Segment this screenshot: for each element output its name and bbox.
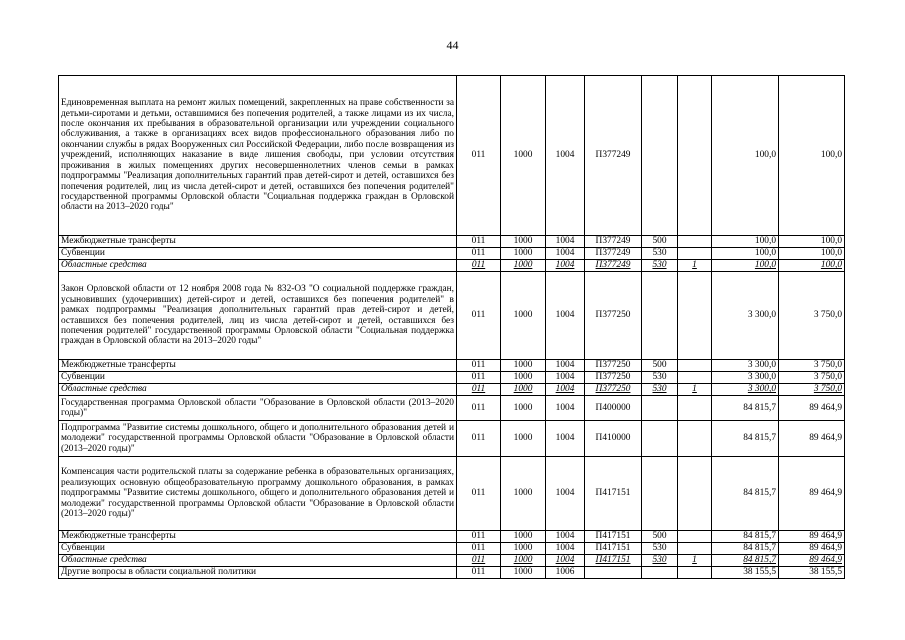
table-row (59, 260, 845, 272)
row-source-code (678, 567, 712, 579)
row-description: Единовременная выплата на ремонт жилых помещений, закрепленных на праве собственности за детьми-сиротами и детьми, оставшимися без попечения родителей, а также лицами из их числа, после окончания их пребывания в образовательной организации или учреждении социального обслуживания, а также в организациях всех видов профессионального образования либо по окончании службы в рядах Вооруженных сил Российской Федерации, либо после возвращения из учреждений, исполняющих наказание в виде лишения свободы, при условии отсутствия проживания в жилых помещениях других несовершеннолетних членов семьи в рамках подпрограммы "Реализация дополнительных гарантий прав детей-сирот и детей, оставшихся без попечения родителей, лиц из числа детей-сирот и детей, оставшихся без попечения родителей" государственной программы Орловской области "Социальная поддержка граждан в Орловской области на 2013–2020 годы" (59, 76, 457, 236)
row-expense-type (642, 567, 678, 579)
row-target-code: П377250 (585, 384, 642, 396)
row-expense-type (642, 421, 678, 457)
row-sum-year1: 100,0 (712, 76, 779, 236)
table-row (59, 372, 845, 384)
row-section-code: 1000 (501, 76, 546, 236)
table-row (59, 531, 845, 543)
row-target-code: П377250 (585, 372, 642, 384)
row-target-code: П377250 (585, 360, 642, 372)
row-source-code (678, 248, 712, 260)
table-row (59, 384, 845, 396)
row-sum-year1: 3 300,0 (712, 272, 779, 360)
row-adm-code: 011 (457, 248, 501, 260)
row-subsection-code: 1004 (546, 372, 585, 384)
row-section-code: 1000 (501, 421, 546, 457)
table-row (59, 236, 845, 248)
row-adm-code: 011 (457, 260, 501, 272)
row-target-code: П417151 (585, 543, 642, 555)
row-description: Областные средства (59, 555, 457, 567)
row-sum-year1: 3 300,0 (712, 372, 779, 384)
row-expense-type: 530 (642, 384, 678, 396)
row-subsection-code: 1004 (546, 457, 585, 531)
row-source-code: 1 (678, 555, 712, 567)
budget-table (58, 75, 845, 579)
row-target-code: П417151 (585, 457, 642, 531)
row-section-code: 1000 (501, 543, 546, 555)
row-section-code: 1000 (501, 531, 546, 543)
row-sum-year2: 89 464,9 (779, 457, 845, 531)
table-row (59, 76, 845, 236)
row-description: Межбюджетные трансферты (59, 531, 457, 543)
page-number: 44 (446, 38, 459, 52)
row-target-code: П417151 (585, 531, 642, 543)
row-expense-type: 500 (642, 531, 678, 543)
row-source-code (678, 372, 712, 384)
row-source-code (678, 76, 712, 236)
row-section-code: 1000 (501, 384, 546, 396)
row-section-code: 1000 (501, 555, 546, 567)
row-adm-code: 011 (457, 384, 501, 396)
row-adm-code: 011 (457, 457, 501, 531)
row-adm-code: 011 (457, 421, 501, 457)
row-section-code: 1000 (501, 567, 546, 579)
row-subsection-code: 1004 (546, 360, 585, 372)
row-section-code: 1000 (501, 396, 546, 421)
row-section-code: 1000 (501, 248, 546, 260)
table-row (59, 421, 845, 457)
row-sum-year1: 84 815,7 (712, 531, 779, 543)
row-description: Субвенции (59, 248, 457, 260)
row-target-code: П377250 (585, 272, 642, 360)
row-target-code: П410000 (585, 421, 642, 457)
row-source-code (678, 543, 712, 555)
row-sum-year1: 84 815,7 (712, 396, 779, 421)
row-adm-code: 011 (457, 531, 501, 543)
row-sum-year1: 100,0 (712, 236, 779, 248)
row-sum-year2: 89 464,9 (779, 555, 845, 567)
row-section-code: 1000 (501, 236, 546, 248)
row-source-code (678, 421, 712, 457)
row-section-code: 1000 (501, 360, 546, 372)
row-subsection-code: 1004 (546, 76, 585, 236)
row-target-code: П417151 (585, 555, 642, 567)
row-subsection-code: 1004 (546, 248, 585, 260)
row-sum-year1: 3 300,0 (712, 360, 779, 372)
row-sum-year2: 100,0 (779, 260, 845, 272)
row-subsection-code: 1004 (546, 396, 585, 421)
row-sum-year2: 38 155,5 (779, 567, 845, 579)
row-sum-year2: 89 464,9 (779, 531, 845, 543)
row-expense-type: 530 (642, 260, 678, 272)
row-source-code: 1 (678, 260, 712, 272)
row-target-code: П400000 (585, 396, 642, 421)
row-section-code: 1000 (501, 260, 546, 272)
budget-table-body (59, 76, 845, 579)
row-sum-year1: 84 815,7 (712, 457, 779, 531)
row-description: Подпрограмма "Развитие системы дошкольного, общего и дополнительного образования детей и молодежи" государственной программы Орловской области "Образование в Орловской области (2013–2020 годы)" (59, 421, 457, 457)
row-adm-code: 011 (457, 543, 501, 555)
row-description: Межбюджетные трансферты (59, 360, 457, 372)
row-description: Субвенции (59, 543, 457, 555)
row-description: Субвенции (59, 372, 457, 384)
row-expense-type: 500 (642, 236, 678, 248)
row-section-code: 1000 (501, 372, 546, 384)
table-row (59, 555, 845, 567)
table-row (59, 457, 845, 531)
row-expense-type (642, 272, 678, 360)
row-source-code (678, 360, 712, 372)
row-target-code: П377249 (585, 260, 642, 272)
row-subsection-code: 1004 (546, 260, 585, 272)
row-adm-code: 011 (457, 372, 501, 384)
row-sum-year1: 100,0 (712, 248, 779, 260)
row-description: Другие вопросы в области социальной политики (59, 567, 457, 579)
row-target-code: П377249 (585, 248, 642, 260)
row-subsection-code: 1004 (546, 421, 585, 457)
row-source-code (678, 396, 712, 421)
row-description: Областные средства (59, 260, 457, 272)
row-section-code: 1000 (501, 457, 546, 531)
row-description: Межбюджетные трансферты (59, 236, 457, 248)
row-sum-year2: 100,0 (779, 76, 845, 236)
table-row (59, 543, 845, 555)
row-adm-code: 011 (457, 360, 501, 372)
row-sum-year2: 89 464,9 (779, 396, 845, 421)
row-description: Государственная программа Орловской области "Образование в Орловской области (2013–2020 годы)" (59, 396, 457, 421)
row-description: Областные средства (59, 384, 457, 396)
row-source-code (678, 457, 712, 531)
row-sum-year2: 100,0 (779, 236, 845, 248)
row-description: Компенсация части родительской платы за содержание ребенка в образовательных организациях, реализующих основную общеобразовательную программу дошкольного образования, в рамках подпрограммы "Развитие системы дошкольного, общего и дополнительного образования детей и молодежи" государственной программы Орловской области "Образование в Орловской области (2013–2020 годы)" (59, 457, 457, 531)
row-expense-type: 530 (642, 543, 678, 555)
row-adm-code: 011 (457, 396, 501, 421)
row-expense-type (642, 76, 678, 236)
row-expense-type: 500 (642, 360, 678, 372)
row-source-code (678, 236, 712, 248)
row-expense-type (642, 396, 678, 421)
row-sum-year2: 89 464,9 (779, 543, 845, 555)
row-source-code: 1 (678, 384, 712, 396)
row-adm-code: 011 (457, 76, 501, 236)
row-sum-year2: 89 464,9 (779, 421, 845, 457)
row-sum-year1: 84 815,7 (712, 421, 779, 457)
row-sum-year2: 3 750,0 (779, 384, 845, 396)
row-sum-year1: 100,0 (712, 260, 779, 272)
row-expense-type: 530 (642, 555, 678, 567)
row-sum-year2: 3 750,0 (779, 272, 845, 360)
row-sum-year1: 84 815,7 (712, 543, 779, 555)
row-subsection-code: 1004 (546, 384, 585, 396)
row-target-code: П377249 (585, 76, 642, 236)
row-expense-type (642, 457, 678, 531)
row-sum-year2: 3 750,0 (779, 360, 845, 372)
row-expense-type: 530 (642, 248, 678, 260)
row-adm-code: 011 (457, 567, 501, 579)
row-description: Закон Орловской области от 12 ноября 2008 года № 832-ОЗ "О социальной поддержке граждан, усыновивших (удочеривших) детей-сирот и детей, оставшихся без попечения родителей" в рамках подпрограммы "Реализация дополнительных гарантий прав детей-сирот и детей, оставшихся без попечения родителей, лиц из числа детей-сирот и детей, оставшихся без попечения родителей" государственной программы Орловской области "Социальная поддержка граждан в Орловской области на 2013–2020 годы" (59, 272, 457, 360)
table-row (59, 567, 845, 579)
row-sum-year1: 3 300,0 (712, 384, 779, 396)
table-row (59, 396, 845, 421)
row-subsection-code: 1006 (546, 567, 585, 579)
row-source-code (678, 531, 712, 543)
row-source-code (678, 272, 712, 360)
row-subsection-code: 1004 (546, 543, 585, 555)
row-expense-type: 530 (642, 372, 678, 384)
row-target-code: П377249 (585, 236, 642, 248)
row-subsection-code: 1004 (546, 531, 585, 543)
row-sum-year1: 84 815,7 (712, 555, 779, 567)
table-row (59, 272, 845, 360)
row-subsection-code: 1004 (546, 555, 585, 567)
row-target-code (585, 567, 642, 579)
row-adm-code: 011 (457, 272, 501, 360)
table-row (59, 360, 845, 372)
row-sum-year1: 38 155,5 (712, 567, 779, 579)
row-sum-year2: 3 750,0 (779, 372, 845, 384)
table-row (59, 248, 845, 260)
row-subsection-code: 1004 (546, 236, 585, 248)
row-subsection-code: 1004 (546, 272, 585, 360)
row-adm-code: 011 (457, 236, 501, 248)
row-section-code: 1000 (501, 272, 546, 360)
row-adm-code: 011 (457, 555, 501, 567)
row-sum-year2: 100,0 (779, 248, 845, 260)
